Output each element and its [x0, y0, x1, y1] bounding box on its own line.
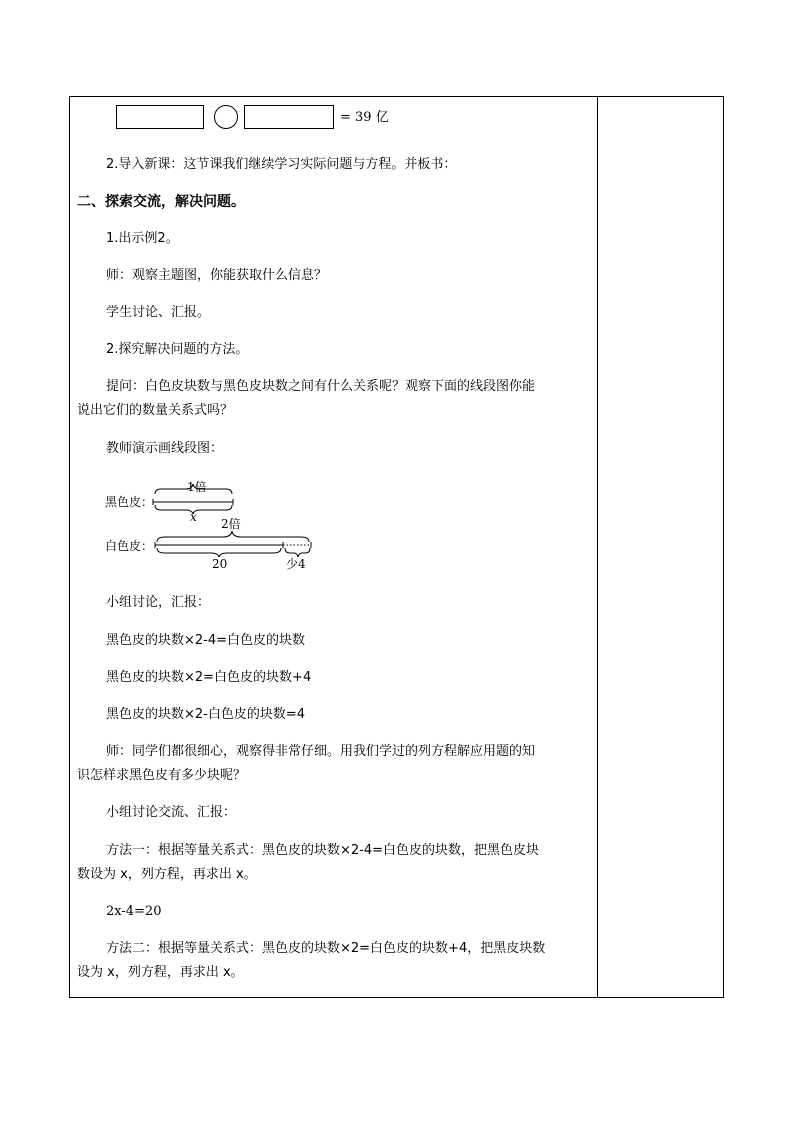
method2-line-1: 方法二：根据等量关系式：黑色皮的块数×2=白色皮的块数+4，把黑皮块数	[106, 941, 546, 956]
blank-operator-circle	[214, 105, 238, 129]
group-report-2-line: 小组讨论交流、汇报：	[106, 805, 237, 820]
white-times-label: 2倍	[221, 517, 241, 531]
column-divider	[597, 97, 598, 997]
teacher-praise-line-2: 识怎样求黑色皮有多少块呢？	[77, 768, 247, 783]
black-times-label: 1倍	[187, 480, 207, 494]
question-line-2: 说出它们的数量关系式吗？	[77, 403, 234, 418]
explore-line: 2.探究解决问题的方法。	[106, 342, 249, 357]
line-segment-diagram	[105, 478, 325, 573]
equation-result: = 39 亿	[340, 110, 389, 125]
intro-line: 2.导入新课：这节课我们继续学习实际问题与方程。并板书：	[106, 157, 457, 172]
teacher-praise-line-1: 师：同学们都很细心，观察得非常仔细。用我们学过的列方程解应用题的知	[106, 744, 536, 759]
relation-line-1: 黑色皮的块数×2-4=白色皮的块数	[106, 633, 306, 648]
teacher-question-line: 师：观察主题图，你能获取什么信息？	[106, 268, 328, 283]
white-value-label: 20	[212, 557, 228, 571]
blank-box-right	[244, 105, 334, 129]
method2-line-2: 设为 x，列方程，再求出 x。	[77, 965, 244, 980]
white-less-label: 少4	[286, 557, 306, 571]
black-skin-label: 黑色皮：	[105, 495, 154, 509]
section-heading: 二、探索交流，解决问题。	[77, 194, 245, 210]
relation-line-3: 黑色皮的块数×2-白色皮的块数=4	[106, 707, 306, 722]
group-report-line: 小组讨论，汇报：	[106, 595, 211, 610]
method1-line-2: 数设为 x，列方程，再求出 x。	[77, 867, 257, 882]
blank-box-left	[116, 105, 204, 129]
students-report-line: 学生讨论、汇报。	[106, 305, 211, 320]
relation-line-2: 黑色皮的块数×2=白色皮的块数+4	[106, 670, 312, 685]
black-variable-label: x	[190, 510, 197, 524]
teacher-demo-line: 教师演示画线段图：	[106, 441, 224, 456]
white-skin-label: 白色皮：	[105, 539, 154, 553]
show-example-line: 1.出示例2。	[106, 231, 179, 246]
question-line-1: 提问：白色皮块数与黑色皮块数之间有什么关系呢？观察下面的线段图你能	[106, 379, 536, 394]
equation-line: 2x-4=20	[106, 904, 162, 919]
method1-line-1: 方法一：根据等量关系式：黑色皮的块数×2-4=白色皮的块数，把黑色皮块	[106, 843, 540, 858]
